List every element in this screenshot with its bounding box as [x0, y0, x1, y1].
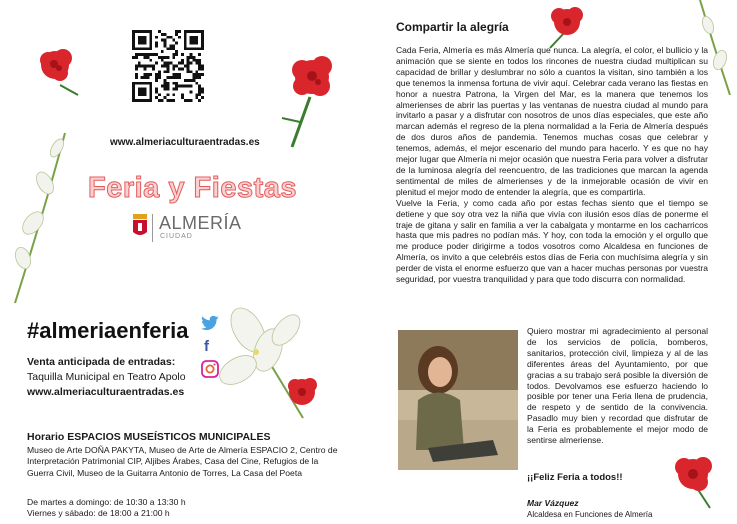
- signature-role: Alcaldesa en Funciones de Almería: [527, 510, 653, 519]
- hours-weekdays: De martes a domingo: de 10:30 a 13:30 h: [27, 497, 186, 507]
- qr-url[interactable]: www.almeriaculturaentradas.es: [110, 137, 260, 148]
- horario-heading: Horario ESPACIOS MUSEÍSTICOS MUNICIPALES: [27, 431, 271, 443]
- horario-body: Museo de Arte DOÑA PAKYTA, Museo de Arte de Almería ESPACIO 2, Centro de Interpretación Patrimonial CIP, Aljibes Árabes, Casa del Cine, Refugios de la Guerra Civil, Museo de la Guitarra Antonio de Torres, La Casa del Poeta: [27, 445, 338, 478]
- logo-sub: CIUDAD: [160, 233, 193, 240]
- red-carnation-icon: [30, 40, 90, 100]
- white-lily-branch-icon: [5, 128, 75, 308]
- qr-code[interactable]: [132, 30, 204, 102]
- red-carnation-icon: [540, 2, 590, 50]
- feria-title: Feria y Fiestas: [88, 172, 297, 204]
- venta-heading: Venta anticipada de entradas:: [27, 356, 176, 368]
- right-title: Compartir la alegría: [396, 20, 509, 34]
- logo-city: ALMERÍA: [159, 213, 242, 233]
- logo-separator: [152, 214, 153, 242]
- portrait-photo: [398, 330, 518, 470]
- twitter-icon[interactable]: [200, 316, 220, 332]
- body-paragraph: Vuelve la Feria, y como cada año por estas fechas siento que el tiempo se detiene y que soy otra vez la niña que vivía con ilusión esos días de ponerme el traje de gitana y salir en familia a ver la cabalgata y montarme en los cacharricos hasta que mis padres no podían más. Y hoy, con toda la emoción y el orgullo que me produce poder dirigirme a todos vosotros como Alcaldesa en funciones de Almería, os invito a que celebréis estos días de Feria con muchísima alegría y sin perder de vista el enorme esfuerzo que van a hacer muchas personas por vuestra seguridad, por vuestra tranquilidad y para que todo discurra con normalidad.: [396, 197, 708, 285]
- hours-weekend: Viernes y sábado: de 18:00 a 21:00 h: [27, 508, 170, 519]
- venta-place: Taquilla Municipal en Teatro Apolo: [27, 371, 186, 383]
- venta-url[interactable]: www.almeriaculturaentradas.es: [27, 386, 185, 398]
- narrow-paragraph: Quiero mostrar mi agradecimiento al personal de los servicios de policía, bomberos, sanitarios, protección civil, limpieza y al de las diferentes áreas del Ayuntamiento, por que gracias a su trabajo será posible la diversión de todos. Devolvamos ese esfuerzo haciendo lo posible por tener una Feria llena de prudencia, de respeto y de sentido de la convivencia. Pasadlo muy bien y recordad que disfrutar de la Feria es probablemente el mejor modo de sentirse almeriense.: [527, 326, 708, 446]
- feliz-feria: ¡¡Feliz Feria a todos!!: [527, 472, 623, 483]
- instagram-icon[interactable]: [201, 360, 219, 378]
- red-carnation-icon: [262, 52, 342, 152]
- facebook-icon[interactable]: f: [204, 338, 209, 355]
- hours: [27, 497, 186, 520]
- hashtag: #almeriaenferia: [27, 318, 189, 343]
- red-carnation-icon: [280, 370, 325, 415]
- almeria-crest-icon: [132, 214, 148, 238]
- body-text: [396, 45, 708, 285]
- signature-name: Mar Vázquez: [527, 498, 579, 508]
- red-carnation-icon: [665, 450, 725, 510]
- body-paragraph: Cada Feria, Almería es más Almería que nunca. La alegría, el color, el bullicio y la animación que se siente en todos los rincones de nuestra ciudad multiplican su capacidad de brillar y deslumbrar no sólo a cuantos la visitan, sino también a los que tenemos la inmensa fortuna de vivir aquí. Celebrar cada verano las fiestas en honor a nuestra Patrona, la Virgen del Mar, es la manera que tenemos los almerienses de abrir las puertas y las ventanas de nuestra ciudad al mundo para invitarlo a pasar y a disfrutar con nosotros de unos días especiales, que este año marcan además el regreso de la plena normalidad a la Feria de Almería después de dos duros años de pandemia. Tenemos muchas cosas que celebrar y tenemos, además, el mejor escenario del mundo para hacerlo. Y es que no hay mejor lugar que Almería ni mejor ocasión que nuestra Feria para volver a disfrutar de la luminosa alegría del reencuentro, de las tradiciones que marcan la agenda sentimental de miles de almerienses y de la inmejorable ocasión de vivir en plenitud el mejor modo de entender la alegría, que es compartirla.: [396, 45, 708, 197]
